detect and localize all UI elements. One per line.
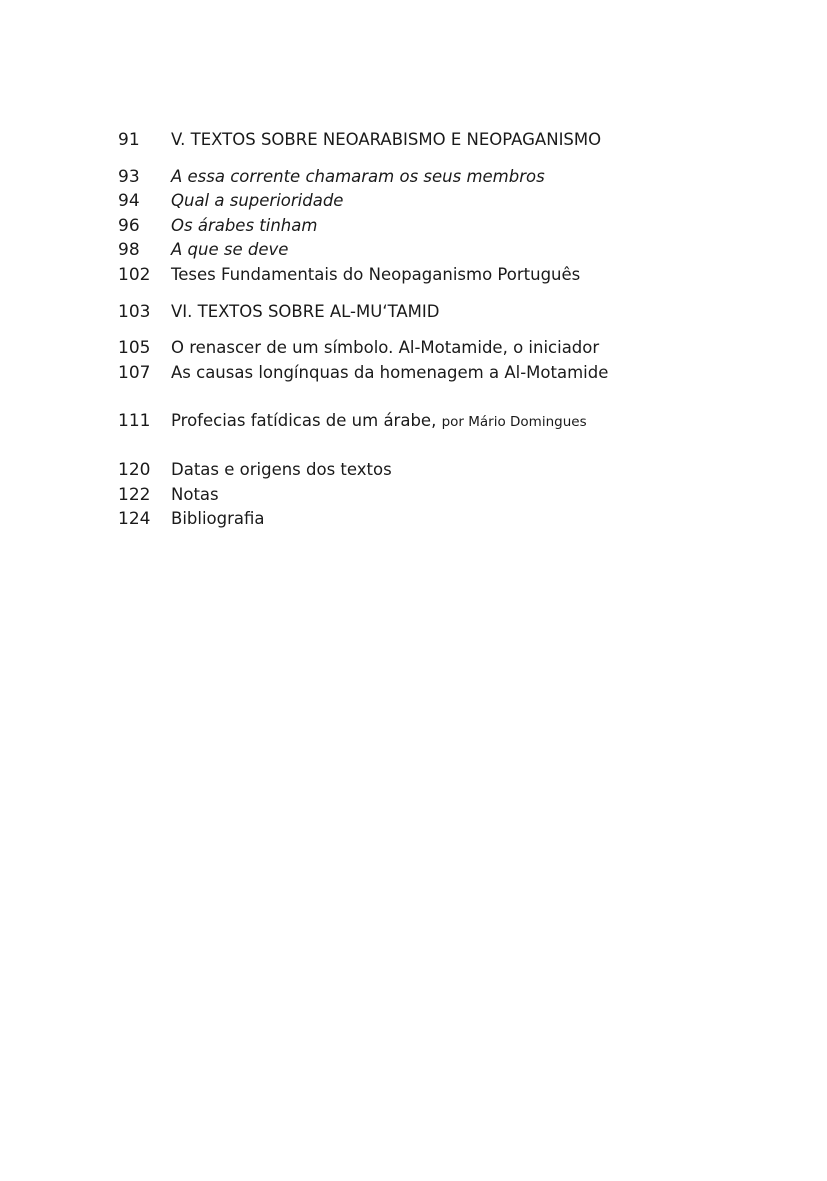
spacer	[118, 153, 718, 165]
page-number: 91	[118, 130, 140, 150]
page-number: 96	[118, 215, 140, 236]
page-number: 107	[118, 362, 151, 383]
toc-section-heading	[118, 300, 718, 325]
entry-title: A essa corrente chamaram os seus membros	[171, 166, 545, 186]
page-number: 98	[118, 240, 140, 261]
toc-entry	[118, 336, 718, 361]
page-number: 124	[118, 509, 151, 530]
entry-title: Os árabes tinham	[171, 215, 318, 235]
spacer	[118, 324, 718, 336]
author-byline: por Mário Domingues	[441, 414, 587, 431]
toc-entry	[118, 238, 718, 263]
entry-title	[171, 409, 587, 435]
section-title: VI. TEXTOS SOBRE AL-MU‘TAMID	[171, 301, 440, 321]
toc-entry	[118, 507, 718, 532]
page-number: 94	[118, 191, 140, 212]
entry-title: O renascer de um símbolo. Al-Motamide, o iniciador	[171, 338, 600, 358]
profecias-title: Profecias fatídicas de um árabe,	[171, 411, 437, 431]
entry-title: Notas	[171, 484, 219, 504]
page-number: 102	[118, 264, 151, 285]
toc-entry	[118, 458, 718, 483]
toc-entry	[118, 165, 718, 190]
spacer	[118, 288, 718, 300]
entry-title: Datas e origens dos textos	[171, 459, 392, 479]
page-number: 103	[118, 301, 151, 322]
toc-entry	[118, 189, 718, 214]
entry-title: Bibliografia	[171, 509, 265, 529]
table-of-contents	[118, 128, 718, 532]
page-number: 93	[118, 166, 140, 187]
spacer	[118, 385, 718, 409]
toc-entry-profecias	[118, 409, 718, 434]
section-title: V. TEXTOS SOBRE NEOARABISMO E NEOPAGANISMO	[171, 130, 602, 149]
toc-entry	[118, 483, 718, 508]
page-number: 111	[118, 411, 151, 432]
entry-title: Qual a superioridade	[171, 191, 344, 211]
toc-entry	[118, 263, 718, 288]
entry-title: Teses Fundamentais do Neopaganismo Português	[171, 264, 581, 284]
page-number: 105	[118, 338, 151, 359]
entry-title: As causas longínquas da homenagem a Al-Motamide	[171, 362, 609, 382]
page-number: 120	[118, 459, 151, 480]
entry-title: A que se deve	[171, 240, 289, 260]
toc-section-heading	[118, 128, 718, 153]
toc-entry	[118, 361, 718, 386]
spacer	[118, 434, 718, 458]
toc-entry	[118, 214, 718, 239]
page-number: 122	[118, 484, 151, 505]
